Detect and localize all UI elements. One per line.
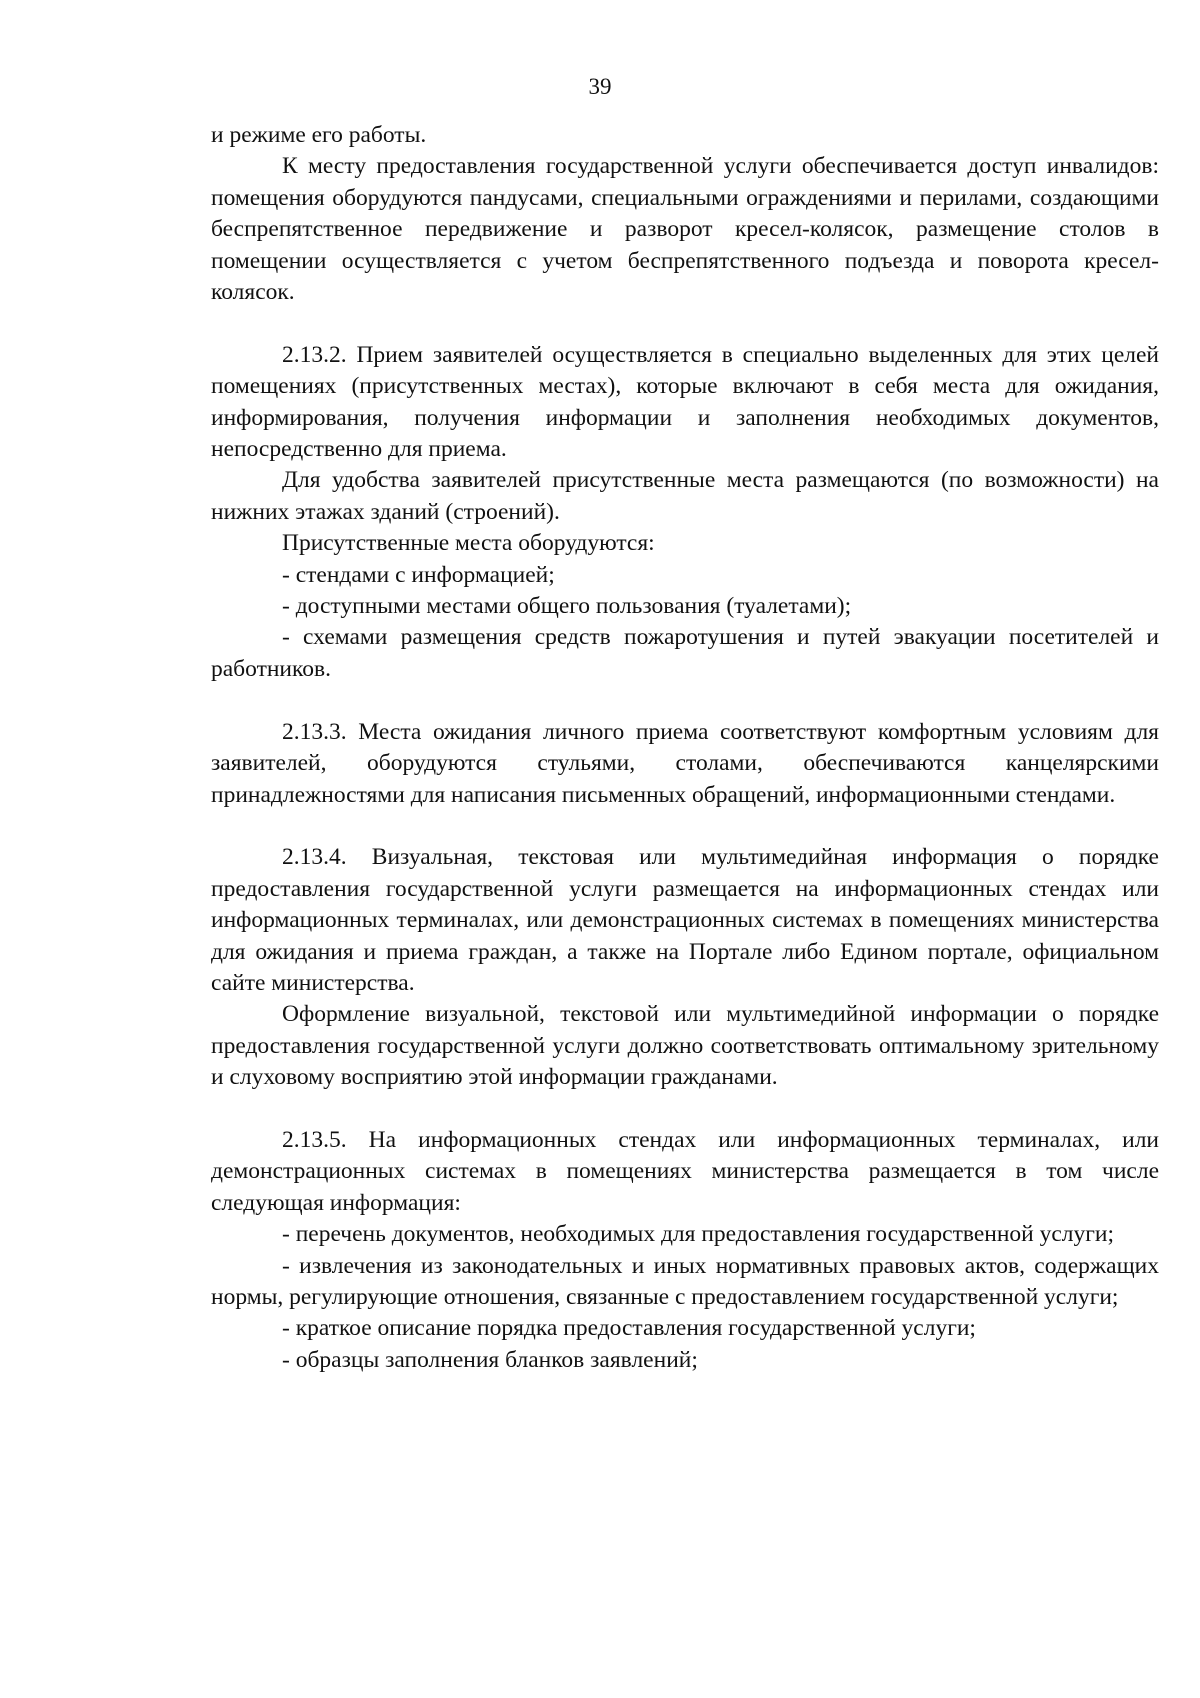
page-number: 39 <box>588 74 612 99</box>
paragraph: и режиме его работы. <box>211 122 427 148</box>
list-item: - извлечения из законодательных и иных нормативных правовых актов, содержащих нормы, регулирующие отношения, связанные с предоставлением государственной услуги; <box>211 1252 1159 1310</box>
list-item: - краткое описание порядка предоставления государственной услуги; <box>282 1315 976 1342</box>
list-item: - перечень документов, необходимых для предоставления государственной услуги; <box>282 1221 1115 1248</box>
list-item: - стендами с информацией; <box>282 561 555 588</box>
document-body <box>211 120 1159 1376</box>
section-2-13-3-paragraph: 2.13.3. Места ожидания личного приема соответствуют комфортным условиям для заявителей, оборудуются стульями, столами, обеспечиваются канцелярскими принадлежностями для написания письменных обращений, информационными стендами. <box>211 718 1159 808</box>
section-2-13-2-paragraph: 2.13.2. Прием заявителей осуществляется в специально выделенных для этих целей помещениях (присутственных местах), которые включают в себя места для ожидания, информирования, получения информации и заполнения необходимых документов, непосредственно для приема. <box>211 341 1159 463</box>
paragraph: Для удобства заявителей присутственные места размещаются (по возможности) на нижних этажах зданий (строений). <box>211 467 1159 525</box>
paragraph: Оформление визуальной, текстовой или мультимедийной информации о порядке предоставления государственной услуги должно соответствовать оптимальному зрительному и слуховому восприятию этой информации гражданами. <box>211 1001 1159 1091</box>
list-item: - схемами размещения средств пожаротушения и путей эвакуации посетителей и работников. <box>211 624 1159 682</box>
paragraph: К месту предоставления государственной услуги обеспечивается доступ инвалидов: помещения оборудуются пандусами, специальными ограждениями и перилами, создающими беспрепятственное передвижение и разворот кресел-колясок, размещение столов в помещении осуществляется с учетом беспрепятственного подъезда и поворота кресел-колясок. <box>211 153 1159 306</box>
paragraph: Присутственные места оборудуются: <box>282 530 655 557</box>
list-item: - образцы заполнения бланков заявлений; <box>282 1346 698 1373</box>
section-2-13-4-paragraph: 2.13.4. Визуальная, текстовая или мультимедийная информация о порядке предоставления государственной услуги размещается на информационных стендах или информационных терминалах, или демонстрационных системах в помещениях министерства для ожидания и приема граждан, а также на Портале либо Едином портале, официальном сайте министерства. <box>211 844 1159 996</box>
section-2-13-5-paragraph: 2.13.5. На информационных стендах или информационных терминалах, или демонстрационных системах в помещениях министерства размещается в том числе следующая информация: <box>211 1126 1159 1216</box>
list-item: - доступными местами общего пользования (туалетами); <box>282 593 852 620</box>
